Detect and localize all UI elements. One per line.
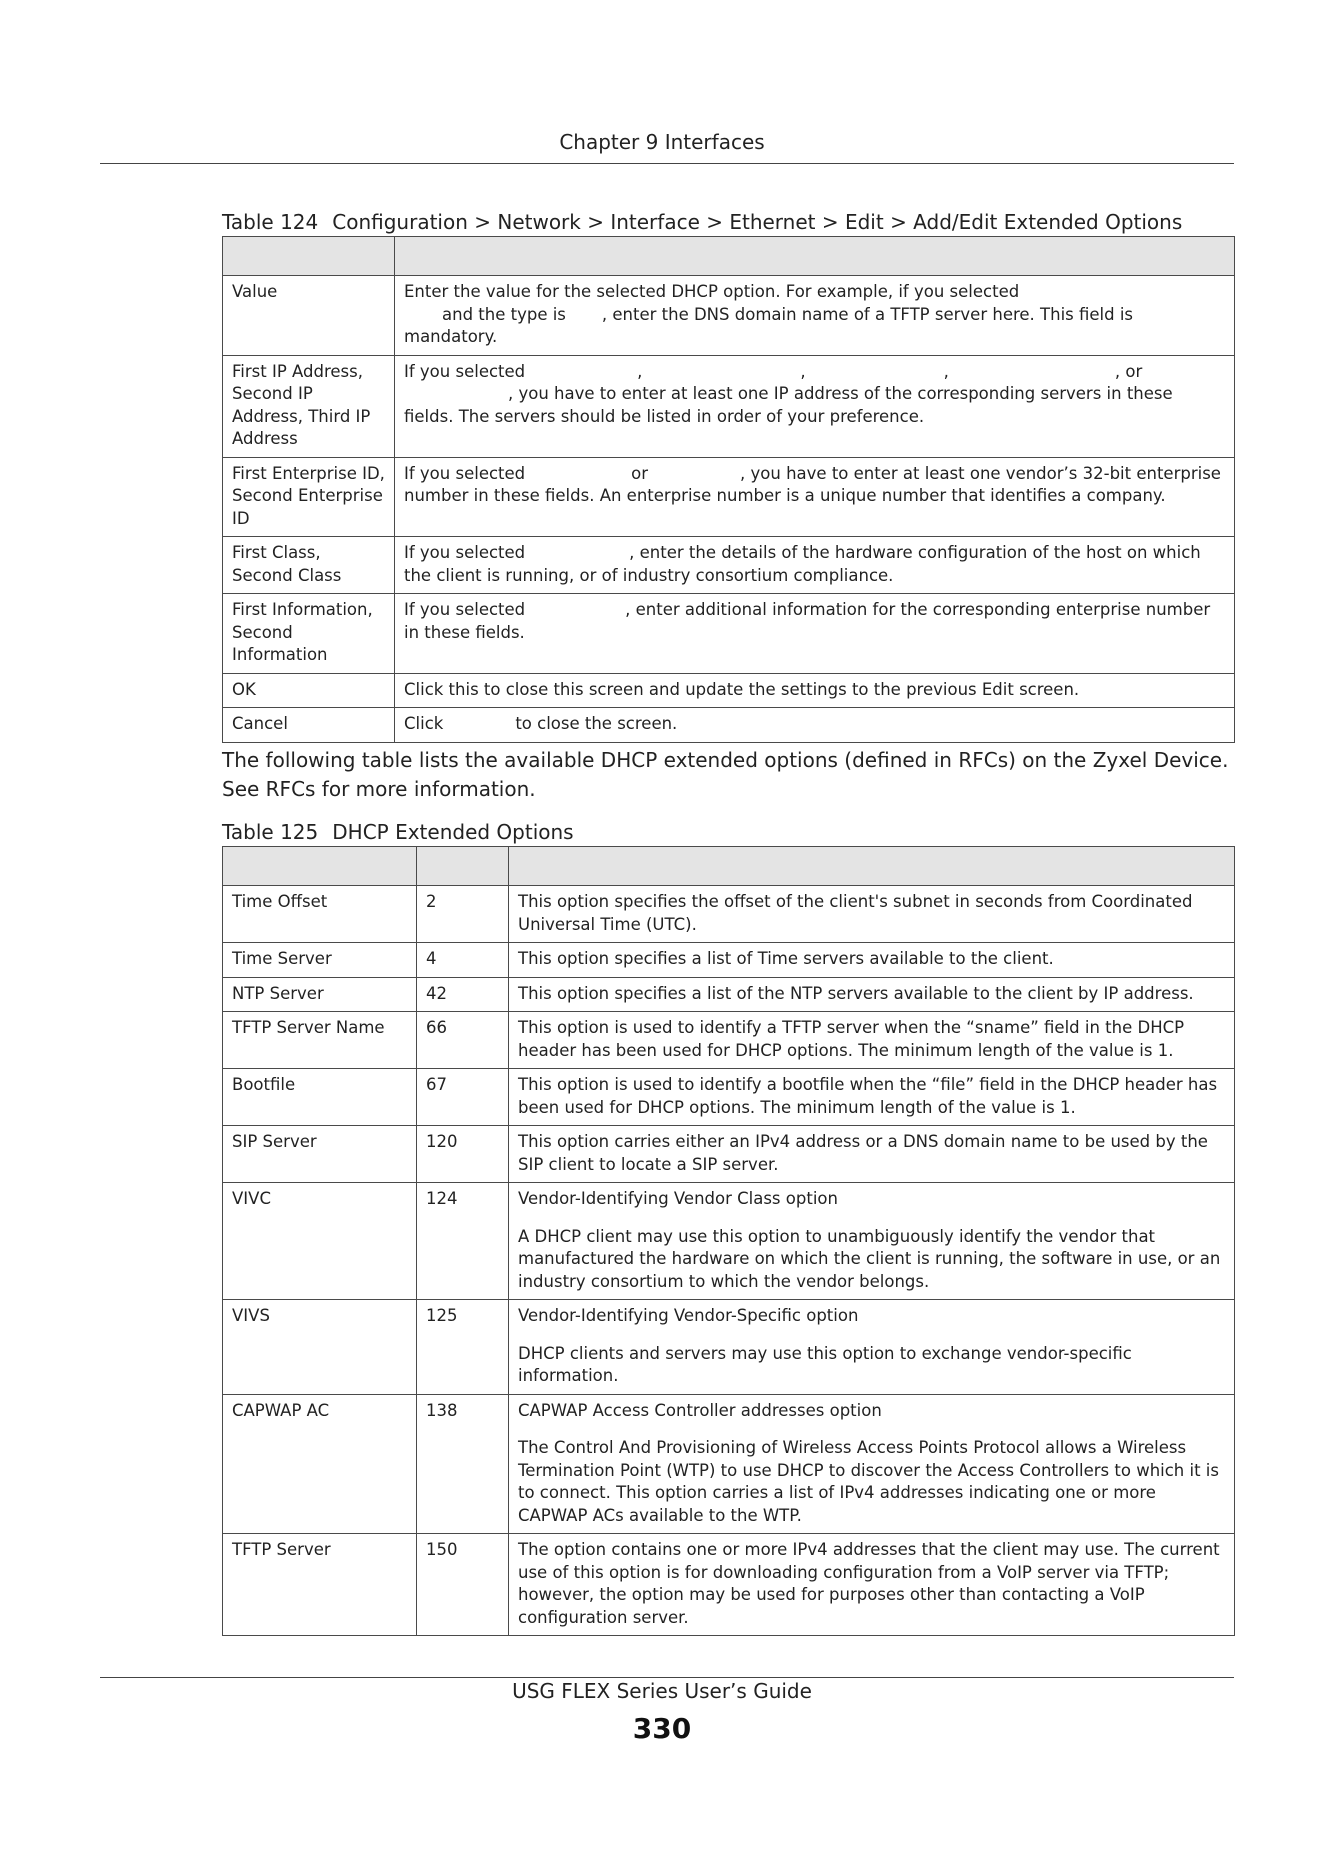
option-description <box>509 1300 1235 1395</box>
field-label: Cancel <box>223 708 395 743</box>
desc-text: Enter the value for the selected DHCP option. For example, if you selected <box>404 282 1020 301</box>
option-code: 120 <box>417 1126 509 1183</box>
field-description <box>395 708 1235 743</box>
chapter-title: Chapter 9 Interfaces <box>559 130 765 154</box>
desc-text: If you selected <box>404 600 526 619</box>
table-row <box>223 943 1235 978</box>
option-description <box>509 1126 1235 1183</box>
field-label: First IP Address, Second IP Address, Third IP Address <box>223 355 395 457</box>
table-124-caption <box>222 210 1182 234</box>
description-paragraph: Vendor-Identifying Vendor-Specific option <box>518 1306 859 1325</box>
option-code: 67 <box>417 1069 509 1126</box>
field-label: First Class, Second Class <box>223 537 395 594</box>
option-code: 4 <box>417 943 509 978</box>
desc-text: and the type is <box>442 304 566 324</box>
option-description <box>509 1012 1235 1069</box>
option-name: VIVS <box>223 1300 417 1395</box>
field-label: Value <box>223 276 395 356</box>
option-description <box>509 1183 1235 1300</box>
table-row <box>223 276 1235 356</box>
description-paragraph: CAPWAP Access Controller addresses option <box>518 1400 882 1420</box>
desc-text: , you have to enter at least one IP address of the corresponding servers in these fields. The servers should be listed in order of your preference. <box>404 384 1173 426</box>
field-description <box>395 537 1235 594</box>
page-number: 330 <box>632 1712 692 1745</box>
field-description <box>395 355 1235 457</box>
description-paragraph: This option is used to identify a bootfile when the “file” field in the DHCP header has been used for DHCP options. The minimum length of the value is 1. <box>518 1075 1218 1117</box>
table-header-row <box>223 237 1235 276</box>
field-label: OK <box>223 673 395 708</box>
option-name: TFTP Server <box>223 1534 417 1636</box>
description-paragraph: This option specifies a list of the NTP servers available to the client by IP address. <box>518 983 1194 1003</box>
table-125-body <box>223 886 1235 1636</box>
table-header-cell <box>223 847 417 886</box>
description-paragraph: This option specifies a list of Time servers available to the client. <box>518 949 1054 968</box>
description-paragraph: A DHCP client may use this option to unambiguously identify the vendor that manufactured the hardware on which the client is running, the software in use, or an industry consortium to which the vendor belongs. <box>518 1226 1221 1291</box>
desc-text: Click <box>404 714 444 733</box>
field-description: Click this to close this screen and update the settings to the previous Edit screen. <box>395 673 1235 708</box>
field-label: First Information, Second Information <box>223 594 395 674</box>
table-124 <box>222 236 1235 743</box>
description-paragraph: The option contains one or more IPv4 addresses that the client may use. The current use of this option is for downloading configuration from a VoIP server via TFTP; however, the option may be used for purposes other than contacting a VoIP configuration server. <box>518 1540 1220 1627</box>
table-row <box>223 457 1235 537</box>
description-paragraph: This option is used to identify a TFTP server when the “sname” field in the DHCP header has been used for DHCP options. The minimum length of the value is 1. <box>518 1018 1185 1060</box>
intro-paragraph: The following table lists the available DHCP extended options (defined in RFCs) on the Zyxel Device. See RFCs for more information. <box>222 748 1229 801</box>
option-description <box>509 943 1235 978</box>
option-name: NTP Server <box>223 977 417 1012</box>
option-name: Bootfile <box>223 1069 417 1126</box>
option-code: 42 <box>417 977 509 1012</box>
guide-title: USG FLEX Series User’s Guide <box>512 1679 812 1703</box>
desc-text: , <box>800 361 806 381</box>
option-name: SIP Server <box>223 1126 417 1183</box>
option-description <box>509 1069 1235 1126</box>
desc-text: , enter the DNS domain name of a TFTP server here. This field is mandatory. <box>404 304 1134 346</box>
table-row <box>223 1300 1235 1395</box>
field-description <box>395 594 1235 674</box>
option-name: Time Server <box>223 943 417 978</box>
table-125-number: Table 125 <box>222 820 319 844</box>
desc-text: , <box>637 361 643 381</box>
option-code: 150 <box>417 1534 509 1636</box>
table-125-caption <box>222 820 574 844</box>
table-124-number: Table 124 <box>222 210 319 234</box>
header-divider <box>100 163 1234 164</box>
table-125-title: DHCP Extended Options <box>332 820 574 844</box>
desc-text: , or <box>1114 361 1143 381</box>
table-row <box>223 1183 1235 1300</box>
field-description <box>395 457 1235 537</box>
option-description <box>509 1534 1235 1636</box>
desc-text: , you have to enter at least one vendor’s 32-bit enterprise number in these fields. An enterprise number is a unique number that identifies a company. <box>404 463 1221 505</box>
table-row <box>223 537 1235 594</box>
option-name: Time Offset <box>223 886 417 943</box>
description-paragraph: This option carries either an IPv4 address or a DNS domain name to be used by the SIP client to locate a SIP server. <box>518 1132 1208 1174</box>
table-124-title: Configuration > Network > Interface > Ethernet > Edit > Add/Edit Extended Options <box>332 210 1183 234</box>
table-row <box>223 673 1235 708</box>
desc-text: , <box>943 361 949 381</box>
desc-text: If you selected <box>404 543 526 562</box>
option-code: 66 <box>417 1012 509 1069</box>
table-row <box>223 1012 1235 1069</box>
table-row <box>223 1534 1235 1636</box>
option-description <box>509 1394 1235 1534</box>
option-name: VIVC <box>223 1183 417 1300</box>
field-description <box>395 276 1235 356</box>
option-name: TFTP Server Name <box>223 1012 417 1069</box>
table-row <box>223 977 1235 1012</box>
desc-text: , enter additional information for the corresponding enterprise number in these fields. <box>404 600 1211 642</box>
desc-text: If you selected <box>404 463 526 483</box>
table-header-row <box>223 847 1235 886</box>
table-header-cell <box>509 847 1235 886</box>
table-row <box>223 708 1235 743</box>
option-description <box>509 977 1235 1012</box>
table-header-cell <box>417 847 509 886</box>
description-paragraph: This option specifies the offset of the client's subnet in seconds from Coordinated Universal Time (UTC). <box>518 892 1193 934</box>
desc-text: , enter the details of the hardware configuration of the host on which the client is running, or of industry consortium compliance. <box>404 543 1201 585</box>
field-label: First Enterprise ID, Second Enterprise ID <box>223 457 395 537</box>
option-code: 138 <box>417 1394 509 1534</box>
option-name: CAPWAP AC <box>223 1394 417 1534</box>
table-row <box>223 1394 1235 1534</box>
description-paragraph: Vendor-Identifying Vendor Class option <box>518 1189 838 1208</box>
table-row <box>223 1069 1235 1126</box>
table-header-cell <box>395 237 1235 276</box>
description-paragraph: The Control And Provisioning of Wireless Access Points Protocol allows a Wireless Termination Point (WTP) to use DHCP to discover the Access Controllers to which it is to connect. This option carries a list of IPv4 addresses indicating one or more CAPWAP ACs available to the WTP. <box>518 1438 1219 1525</box>
option-description <box>509 886 1235 943</box>
table-row <box>223 594 1235 674</box>
table-row <box>223 886 1235 943</box>
option-code: 2 <box>417 886 509 943</box>
table-row <box>223 355 1235 457</box>
table-row <box>223 1126 1235 1183</box>
desc-text: If you selected <box>404 361 526 381</box>
desc-text: to close the screen. <box>515 714 678 733</box>
table-125 <box>222 846 1235 1636</box>
option-code: 125 <box>417 1300 509 1395</box>
description-paragraph: DHCP clients and servers may use this option to exchange vendor-specific information. <box>518 1343 1132 1385</box>
desc-text: or <box>631 463 649 483</box>
table-header-cell <box>223 237 395 276</box>
footer-divider <box>100 1677 1234 1678</box>
option-code: 124 <box>417 1183 509 1300</box>
